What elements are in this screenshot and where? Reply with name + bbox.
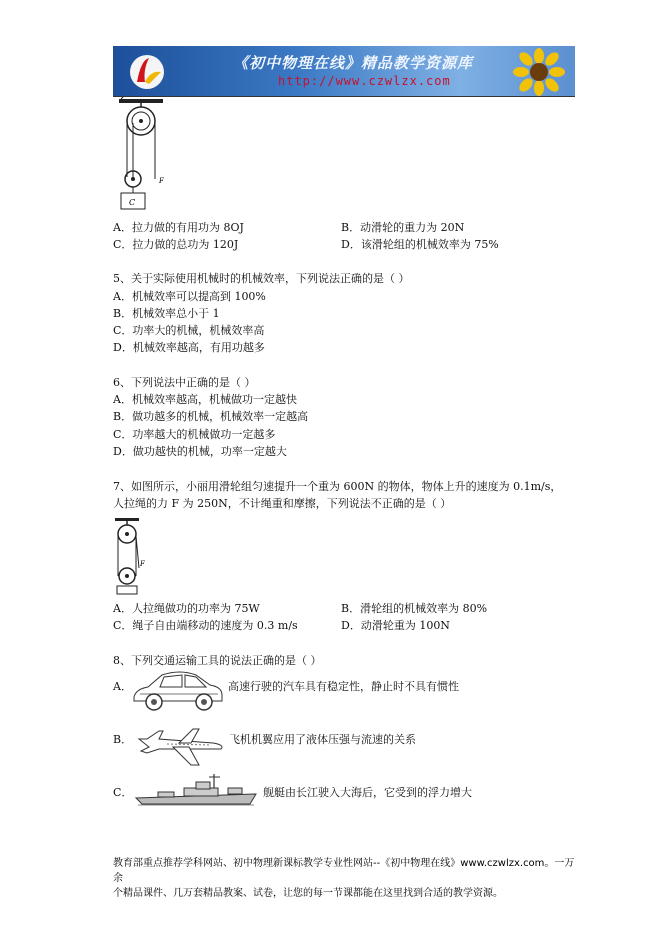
- banner-title: 《初中物理在线》精品教学资源库: [233, 54, 474, 72]
- q7-option-a: A．人拉绳做功的功率为 75W: [113, 602, 260, 615]
- banner-url: http://www.czwlzx.com: [278, 74, 451, 88]
- q7-stem-line1: 7、如图所示，小丽用滑轮组匀速提升一个重为 600N 的物体，物体上升的速度为 0.1m/s，: [113, 480, 562, 493]
- q7-option-c: C．绳子自由端移动的速度为 0.3 m/s: [113, 619, 298, 632]
- airplane-figure: [133, 717, 229, 769]
- fig-label-c: C: [129, 198, 136, 207]
- q5-stem: 5、关于实际使用机械时的机械效率，下列说法正确的是（ ）: [113, 272, 410, 285]
- site-logo-icon: [127, 52, 167, 90]
- q8-option-c-text: 舰艇由长江驶入大海后，它受到的浮力增大: [263, 786, 472, 799]
- q7-option-d: D．动滑轮重为 100N: [341, 619, 450, 632]
- fig-label-f: F: [159, 177, 164, 185]
- header-banner: [113, 46, 575, 96]
- pulley-figure-q4: [113, 97, 173, 215]
- q4-option-b: B．动滑轮的重力为 20N: [341, 221, 465, 234]
- q5-option-a: A．机械效率可以提高到 100%: [113, 290, 266, 303]
- page-footer: [113, 856, 583, 901]
- q8-option-b-letter: B．: [113, 733, 133, 746]
- footer-line-1: 教育部重点推荐学科网站、初中物理新课标教学专业性网站--《初中物理在线》www.czwlzx.com。一万余: [113, 858, 575, 884]
- warship-figure: [134, 774, 260, 808]
- q6-option-a: A．机械效率越高，机械做功一定越快: [113, 393, 297, 406]
- q8-option-c-letter: C．: [113, 786, 133, 799]
- q6-option-b: B．做功越多的机械，机械效率一定越高: [113, 410, 309, 423]
- q7-option-b: B．滑轮组的机械效率为 80%: [341, 602, 488, 615]
- q8-option-b-text: 飞机机翼应用了液体压强与流速的关系: [229, 733, 416, 746]
- q8-option-a-letter: A．: [113, 680, 132, 693]
- q5-option-d: D．机械效率越高，有用功越多: [113, 341, 265, 354]
- q6-option-c: C．功率越大的机械做功一定越多: [113, 428, 276, 441]
- sunflower-icon: [511, 48, 567, 96]
- car-figure: [130, 667, 226, 713]
- q8-option-a-text: 高速行驶的汽车具有稳定性，静止时不具有惯性: [228, 680, 459, 693]
- q8-stem: 8、下列交通运输工具的说法正确的是（ ）: [113, 654, 322, 667]
- q6-option-d: D．做功越快的机械，功率一定越大: [113, 445, 287, 458]
- pulley-figure-q7: [113, 516, 153, 596]
- q5-option-c: C．功率大的机械，机械效率高: [113, 324, 265, 337]
- q4-option-d: D．该滑轮组的机械效率为 75%: [341, 238, 499, 251]
- q6-stem: 6、下列说法中正确的是（ ）: [113, 376, 256, 389]
- q5-option-b: B．机械效率总小于 1: [113, 307, 220, 320]
- q7-stem-line2: 人拉绳的力 F 为 250N，不计绳重和摩擦，下列说法不正确的是（ ）: [113, 497, 452, 510]
- header-rule: [113, 96, 575, 97]
- q7-fig-label-f: F: [140, 560, 145, 568]
- q4-option-c: C．拉力做的总功为 120J: [113, 238, 239, 251]
- footer-line-2: 个精品课件、几万套精品教案、试卷，让您的每一节课都能在这里找到合适的教学资源。: [113, 888, 503, 899]
- q4-option-a: A．拉力做的有用功为 8OJ: [113, 221, 244, 234]
